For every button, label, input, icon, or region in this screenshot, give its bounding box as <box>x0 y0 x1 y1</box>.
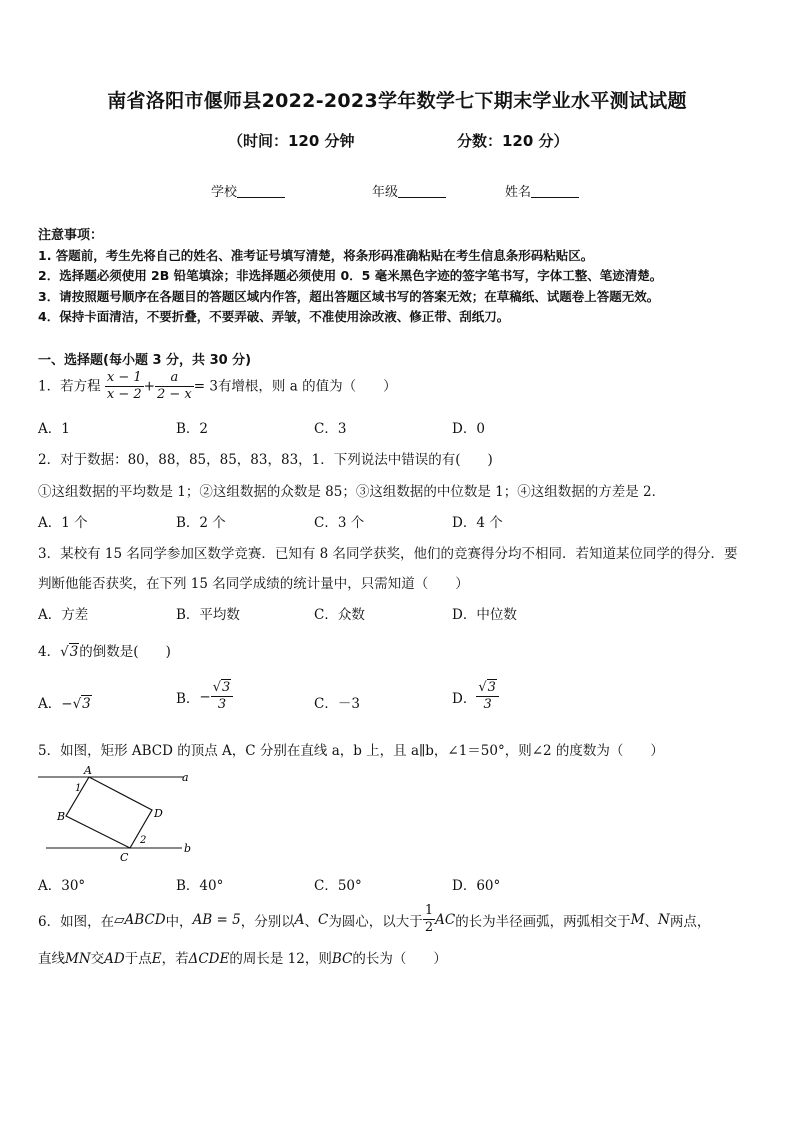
section-choice-title: 一、选择题(每小题 3 分，共 30 分) <box>38 353 252 368</box>
q6-text: 、 <box>304 913 318 930</box>
q6-text: 为圆心，以大于 <box>328 913 423 930</box>
q5-option-a[interactable]: A．30° <box>38 878 86 894</box>
q6-frac-denominator: 2 <box>424 920 434 936</box>
q6-math: AC <box>435 911 456 928</box>
q6-half-fraction <box>423 903 435 937</box>
school-blank[interactable] <box>237 185 285 198</box>
q4-option-c[interactable]: C．－3 <box>314 696 360 712</box>
q4-radicand: 3 <box>69 644 79 660</box>
q6-math: A <box>294 911 305 928</box>
q1-fraction-1 <box>105 370 144 404</box>
q5-option-c[interactable]: C．50° <box>314 878 362 894</box>
q5-option-d[interactable]: D．60° <box>452 878 501 894</box>
q6-math: ABCD <box>124 911 166 928</box>
q6-text: 的长为（ ） <box>352 951 447 967</box>
name-field <box>505 181 579 200</box>
q4-optB-denominator: 3 <box>211 696 234 713</box>
name-label: 姓名 <box>505 185 532 200</box>
q6-text: 交 <box>90 951 105 967</box>
q4-optA-sqrt: √3 <box>72 696 91 712</box>
q1-fraction-2 <box>155 370 194 404</box>
q6-text: 两点， <box>669 913 711 930</box>
question-6-line-2 <box>38 947 447 967</box>
q4-optB-numerator: √3 <box>212 680 231 695</box>
time-info: （时间：120 分钟 <box>228 132 355 150</box>
q4-suffix: 的倒数是( ) <box>79 644 171 660</box>
q1-option-a[interactable]: A．1 <box>38 421 70 437</box>
q1-prefix: 1．若方程 <box>38 378 101 395</box>
q6-math: AB = 5 <box>192 911 241 928</box>
q4-optD-fraction <box>476 680 499 714</box>
q1-option-c[interactable]: C．3 <box>314 421 347 437</box>
q6-text: ，若 <box>161 951 189 967</box>
question-5: 5．如图，矩形 ABCD 的顶点 A，C 分别在直线 a，b 上，且 a∥b，∠1＝50°，则∠2 的度数为（ ） <box>38 743 664 759</box>
exam-title: 南省洛阳市偃师县2022-2023学年数学七下期末学业水平测试试题 <box>107 90 687 112</box>
q4-option-b[interactable] <box>176 680 233 714</box>
q3-option-c[interactable]: C．众数 <box>314 607 365 623</box>
q1-option-d[interactable]: D．0 <box>452 421 485 437</box>
q5-figure <box>34 762 204 864</box>
q4-optD-label: D． <box>452 690 477 707</box>
q1-option-b[interactable]: B．2 <box>176 421 209 437</box>
q4-optD-denominator: 3 <box>476 696 499 713</box>
q6-math: N <box>658 911 670 928</box>
grade-label: 年级 <box>372 185 399 200</box>
q6-math: M <box>630 911 645 928</box>
q1-frac1-denominator: x − 2 <box>106 387 142 403</box>
note-item: 3．请按照题号顺序在各题目的答题区域内作答，超出答题区域书写的答案无效；在草稿纸、试题卷上答题无效。 <box>38 289 660 304</box>
q2-option-d[interactable]: D．4 个 <box>452 515 503 531</box>
question-3-line-2: 判断他能否获奖，在下列 15 名同学成绩的统计量中，只需知道（ ） <box>38 576 469 592</box>
grade-blank[interactable] <box>398 185 446 198</box>
q2-option-a[interactable]: A．1 个 <box>38 515 88 531</box>
note-item: 4．保持卡面清洁，不要折叠，不要弄破、弄皱，不准使用涂改液、修正带、刮纸刀。 <box>38 309 510 324</box>
q6-text: 直线 <box>38 951 65 967</box>
label-A: A <box>84 764 92 777</box>
q6-text: 的长为半径画弧，两弧相交于 <box>455 913 631 930</box>
question-4 <box>38 640 171 660</box>
q3-option-a[interactable]: A．方差 <box>38 607 89 623</box>
q6-text: ，分别以 <box>240 913 295 930</box>
q4-option-a[interactable] <box>38 692 92 712</box>
q6-math: E <box>151 951 162 967</box>
notes-title: 注意事项： <box>38 228 104 243</box>
note-item: 1. 答题前，考生先将自己的姓名、准考证号填写清楚，将条形码准确粘贴在考生信息条形码粘贴区。 <box>38 248 594 263</box>
q1-equals: = 3 <box>193 378 218 395</box>
school-label: 学校 <box>211 185 238 200</box>
note-item: 2．选择题必须使用 2B 铅笔填涂；非选择题必须使用 0．5 毫米黑色字迹的签字笔书写，字体工整、笔迹清楚。 <box>38 268 663 283</box>
name-blank[interactable] <box>531 185 579 198</box>
q4-optD-radicand: 3 <box>487 680 496 695</box>
q6-text: 于点 <box>124 951 152 967</box>
q6-math: ΔCDE <box>188 951 230 967</box>
q6-frac-numerator: 1 <box>424 903 434 918</box>
q2-option-c[interactable]: C．3 个 <box>314 515 365 531</box>
question-6-line-1 <box>38 903 710 937</box>
q2-detail: ①这组数据的平均数是 1；②这组数据的众数是 85；③这组数据的中位数是 1；④这组数据的方差是 2． <box>38 484 666 500</box>
label-C: C <box>120 851 129 864</box>
q6-math: AD <box>104 951 125 967</box>
label-line-a: a <box>182 771 189 784</box>
q3-option-d[interactable]: D．中位数 <box>452 607 517 623</box>
question-3-line-1: 3．某校有 15 名同学参加区数学竞赛．已知有 8 名同学获奖，他们的竞赛得分均不相同．若知道某位同学的得分．要 <box>38 546 738 562</box>
q4-optA-label: A． <box>38 696 62 712</box>
q4-optD-numerator: √3 <box>478 680 496 695</box>
q4-optB-radicand: 3 <box>222 680 231 695</box>
q6-math: C <box>317 911 329 928</box>
q4-optB-label: B． <box>176 690 200 707</box>
q1-plus: + <box>143 378 155 395</box>
q1-frac2-numerator: a <box>170 370 179 385</box>
q4-sqrt: √3 <box>60 644 79 660</box>
grade-field <box>372 181 446 200</box>
q1-suffix: 有增根，则 a 的值为（ ） <box>217 378 397 395</box>
q5-option-b[interactable]: B．40° <box>176 878 224 894</box>
q1-frac1-numerator: x − 1 <box>106 370 142 385</box>
q6-text: 中， <box>165 913 193 930</box>
label-D: D <box>154 807 163 820</box>
q6-text: 的周长是 12，则 <box>229 951 332 967</box>
question-2: 2．对于数据：80，88，85，85，83，83，1．下列说法中错误的有( ) <box>38 452 493 468</box>
q4-prefix: 4． <box>38 644 61 660</box>
q1-frac2-denominator: 2 − x <box>156 387 192 403</box>
q6-math: MN <box>65 951 91 967</box>
label-B: B <box>57 810 66 823</box>
q6-text: 6．如图，在 <box>38 913 115 930</box>
label-line-b: b <box>184 842 192 855</box>
q4-optA-sign: − <box>61 696 73 712</box>
q6-text: 、 <box>644 913 659 930</box>
q4-optB-sign: − <box>199 688 211 705</box>
parallelogram-symbol: ▱ <box>114 911 125 928</box>
q2-option-b[interactable]: B．2 个 <box>176 515 226 531</box>
school-field <box>211 181 285 200</box>
score-info: 分数：120 分） <box>457 132 569 150</box>
question-1 <box>38 370 397 404</box>
angle-1-label: 1 <box>75 783 82 794</box>
q6-math: BC <box>331 951 353 967</box>
q4-option-d[interactable] <box>452 680 499 714</box>
q4-optB-fraction <box>211 680 234 714</box>
angle-2-label: 2 <box>140 835 147 846</box>
q4-optA-radicand: 3 <box>82 696 91 712</box>
q3-option-b[interactable]: B．平均数 <box>176 607 240 623</box>
